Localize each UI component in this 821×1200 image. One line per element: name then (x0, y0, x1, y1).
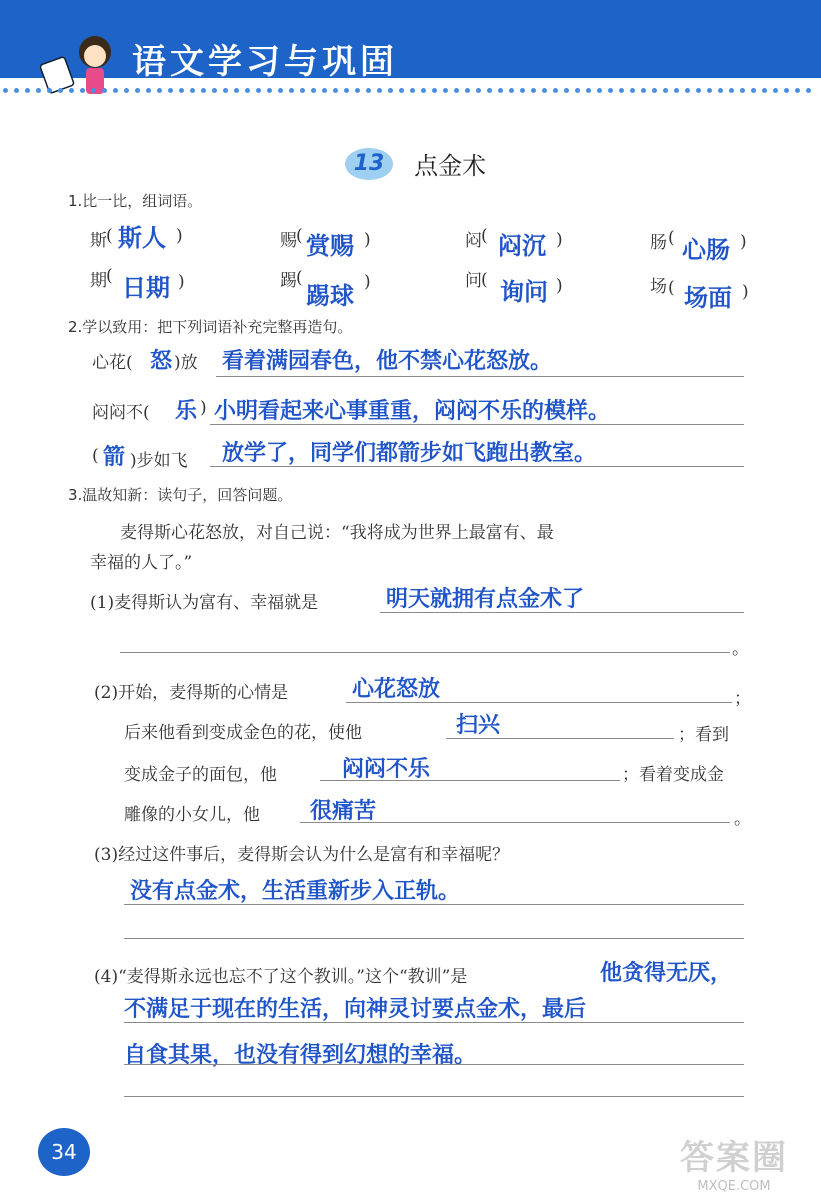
answer-line (320, 780, 620, 781)
q3-sub2-line4: 雕像的小女儿，他 (124, 805, 260, 825)
divider-dot (344, 88, 349, 93)
q3-sub1-text: (1)麦得斯认为富有、幸福就是 (90, 593, 319, 613)
divider-dot (333, 88, 338, 93)
divider-dot (36, 88, 41, 93)
watermark-url: MXQE.COM (697, 1179, 771, 1194)
divider-dot (421, 88, 426, 93)
divider-dot (806, 88, 811, 93)
q1-answer-7: 询问 (500, 278, 548, 306)
divider-dot (146, 88, 151, 93)
q1-char-8: 场 (650, 277, 667, 297)
divider-dot (399, 88, 404, 93)
answer-line (124, 1064, 744, 1065)
q2-item2-before: 闷闷不( (92, 403, 150, 423)
divider-dot (641, 88, 646, 93)
q1-answer-5: 日期 (122, 274, 170, 302)
q1-char-6: 踢 (280, 271, 297, 291)
divider-dot (278, 88, 283, 93)
divider-dot (69, 88, 74, 93)
q1-answer-6: 踢球 (306, 282, 354, 310)
divider-dot (619, 88, 624, 93)
divider-dot (531, 88, 536, 93)
q3-sub2-answer3: 闷闷不乐 (342, 757, 431, 782)
answer-line (124, 904, 744, 905)
q2-item3-blank: 箭 (103, 445, 126, 470)
answer-line (446, 738, 674, 739)
answer-line (120, 652, 730, 653)
q2-item1-sentence: 看着满园春色，他不禁心花怒放。 (222, 349, 553, 374)
divider-dot (234, 88, 239, 93)
q3-sub2-end2: ；看到 (678, 725, 729, 745)
divider-dot (454, 88, 459, 93)
divider-dot (91, 88, 96, 93)
q3-sub2-answer1: 心花怒放 (352, 677, 441, 702)
divider-dot (432, 88, 437, 93)
q3-sub2-end4: 。 (734, 809, 751, 829)
divider-dot (14, 88, 19, 93)
q1-paren-close: ) (176, 226, 183, 246)
divider-dot (168, 88, 173, 93)
q1-paren-open: ( (481, 226, 488, 246)
divider-dot (509, 88, 514, 93)
divider-dot (256, 88, 261, 93)
q1-char-7: 问 (465, 271, 482, 291)
divider-dot (223, 88, 228, 93)
divider-dot (718, 88, 723, 93)
divider-dot (520, 88, 525, 93)
lesson-heading (345, 146, 486, 186)
q1-paren-open: ( (296, 268, 303, 288)
q3-sub2-answer4: 很痛苦 (310, 799, 377, 824)
q1-answer-2: 赏赐 (306, 232, 354, 260)
divider-dot (542, 88, 547, 93)
divider-dot (201, 88, 206, 93)
page-number: 34 (38, 1128, 90, 1176)
q1-char-5: 期 (90, 271, 107, 291)
divider-dot (740, 88, 745, 93)
page-header (0, 0, 821, 82)
divider-dot (102, 88, 107, 93)
divider-dot (47, 88, 52, 93)
q3-sub2-line3: 变成金子的面包，他 (124, 765, 277, 785)
q3-sub2-end1: ； (734, 689, 751, 709)
divider-dot (322, 88, 327, 93)
divider-dot (707, 88, 712, 93)
divider-dot (784, 88, 789, 93)
divider-dot (795, 88, 800, 93)
divider-dot (476, 88, 481, 93)
q1-char-2: 赐 (280, 231, 297, 251)
divider-dot (443, 88, 448, 93)
divider-dot (597, 88, 602, 93)
q2-item3-sentence: 放学了，同学们都箭步如飞跑出教室。 (222, 441, 597, 466)
q3-sub4-answer3: 自食其果，也没有得到幻想的幸福。 (124, 1043, 477, 1068)
q1-char-3: 闷 (465, 231, 482, 251)
divider-dot (674, 88, 679, 93)
divider-dot (388, 88, 393, 93)
q3-sub3-answer: 没有点金术，生活重新步入正轨。 (130, 879, 461, 904)
q1-paren-open: ( (668, 228, 675, 248)
q1-paren-open: ( (481, 270, 488, 290)
q1-answer-1: 斯人 (118, 224, 166, 252)
answer-line (210, 466, 744, 467)
q3-sub2-answer2: 扫兴 (456, 713, 501, 738)
answer-line (216, 376, 744, 377)
divider-dot (135, 88, 140, 93)
divider-dot (267, 88, 272, 93)
divider-dot (355, 88, 360, 93)
divider-dot (300, 88, 305, 93)
q3-prompt: 3.温故知新：读句子，回答问题。 (68, 486, 293, 504)
q3-passage-line2: 幸福的人了。” (90, 553, 193, 573)
q1-answer-8: 场面 (684, 284, 732, 312)
divider-dot (113, 88, 118, 93)
q1-char-1: 斯 (90, 231, 107, 251)
divider-dot (58, 88, 63, 93)
divider-dot (311, 88, 316, 93)
divider-dot (751, 88, 756, 93)
q2-item3-before: ( (92, 446, 99, 466)
divider-dot (212, 88, 217, 93)
q1-paren-open: ( (296, 226, 303, 246)
divider-dot (729, 88, 734, 93)
q3-passage-line1: 麦得斯心花怒放，对自己说：“我将成为世界上最富有、最 (120, 523, 554, 543)
q3-sub2-line2: 后来他看到变成金色的花，使他 (124, 723, 362, 743)
book-title: 语文学习与巩固 (132, 42, 398, 82)
q1-paren-close: ) (556, 276, 563, 296)
q3-sub4-answer1: 他贪得无厌， (600, 961, 733, 986)
lesson-number: 13 (345, 148, 393, 180)
q2-item1-blank: 怒 (150, 349, 173, 374)
q1-paren-close: ) (178, 272, 185, 292)
answer-line (124, 1022, 744, 1023)
divider-dot (696, 88, 701, 93)
watermark-logo-text: 答案圈 (680, 1138, 788, 1178)
q2-item2-after: ) (200, 398, 207, 418)
answer-line (300, 822, 730, 823)
q2-prompt: 2.学以致用：把下列词语补充完整再造句。 (68, 318, 353, 336)
divider-dot (487, 88, 492, 93)
divider-dot (245, 88, 250, 93)
divider-dot (3, 88, 8, 93)
site-watermark (680, 1130, 788, 1194)
q1-paren-close: ) (364, 272, 371, 292)
divider-dot (289, 88, 294, 93)
answer-line (124, 938, 744, 939)
divider-dot (564, 88, 569, 93)
divider-dot (465, 88, 470, 93)
divider-dot (366, 88, 371, 93)
q1-paren-close: ) (556, 230, 563, 250)
q1-answer-3: 闷沉 (498, 232, 546, 260)
q3-sub2-line1: (2)开始，麦得斯的心情是 (94, 683, 289, 703)
answer-line (124, 1096, 744, 1097)
divider-dot (608, 88, 613, 93)
divider-dot (553, 88, 558, 93)
divider-dot (124, 88, 129, 93)
divider-dot (410, 88, 415, 93)
answer-line (346, 702, 732, 703)
q3-sub4-text: (4)“麦得斯永远也忘不了这个教训。”这个“教训”是 (94, 967, 468, 987)
divider-dot (157, 88, 162, 93)
q3-sub3-text: (3)经过这件事后，麦得斯会认为什么是富有和幸福呢？ (94, 845, 510, 865)
header-dots-divider (0, 80, 821, 90)
q1-paren-close: ) (742, 282, 749, 302)
divider-dot (190, 88, 195, 93)
q2-item2-sentence: 小明看起来心事重重，闷闷不乐的模样。 (214, 399, 611, 424)
divider-dot (762, 88, 767, 93)
answer-line (380, 612, 744, 613)
divider-dot (80, 88, 85, 93)
q2-item2-blank: 乐 (175, 399, 198, 424)
divider-dot (586, 88, 591, 93)
q1-paren-open: ( (106, 266, 113, 286)
q2-item3-after: )步如飞 (130, 451, 188, 471)
divider-dot (685, 88, 690, 93)
q3-sub2-end3: ；看着变成金 (622, 765, 724, 785)
divider-dot (498, 88, 503, 93)
q3-sub1-end: 。 (732, 639, 749, 659)
divider-dot (179, 88, 184, 93)
answer-line (210, 424, 744, 425)
q1-paren-open: ( (668, 278, 675, 298)
q1-paren-close: ) (364, 230, 371, 250)
q2-item1-after: )放 (174, 353, 198, 373)
divider-dot (575, 88, 580, 93)
lesson-title: 点金术 (414, 152, 487, 180)
divider-dot (377, 88, 382, 93)
divider-dot (652, 88, 657, 93)
q1-answer-4: 心肠 (682, 236, 730, 264)
divider-dot (25, 88, 30, 93)
q1-paren-open: ( (106, 226, 113, 246)
q1-prompt: 1.比一比，组词语。 (68, 192, 203, 210)
q1-paren-close: ) (740, 232, 747, 252)
q3-sub1-answer: 明天就拥有点金术了 (386, 587, 585, 612)
divider-dot (773, 88, 778, 93)
q3-sub4-answer2: 不满足于现在的生活，向神灵讨要点金术，最后 (124, 997, 587, 1022)
divider-dot (630, 88, 635, 93)
divider-dot (663, 88, 668, 93)
q2-item1-before: 心花( (92, 353, 133, 373)
q1-char-4: 肠 (650, 233, 667, 253)
